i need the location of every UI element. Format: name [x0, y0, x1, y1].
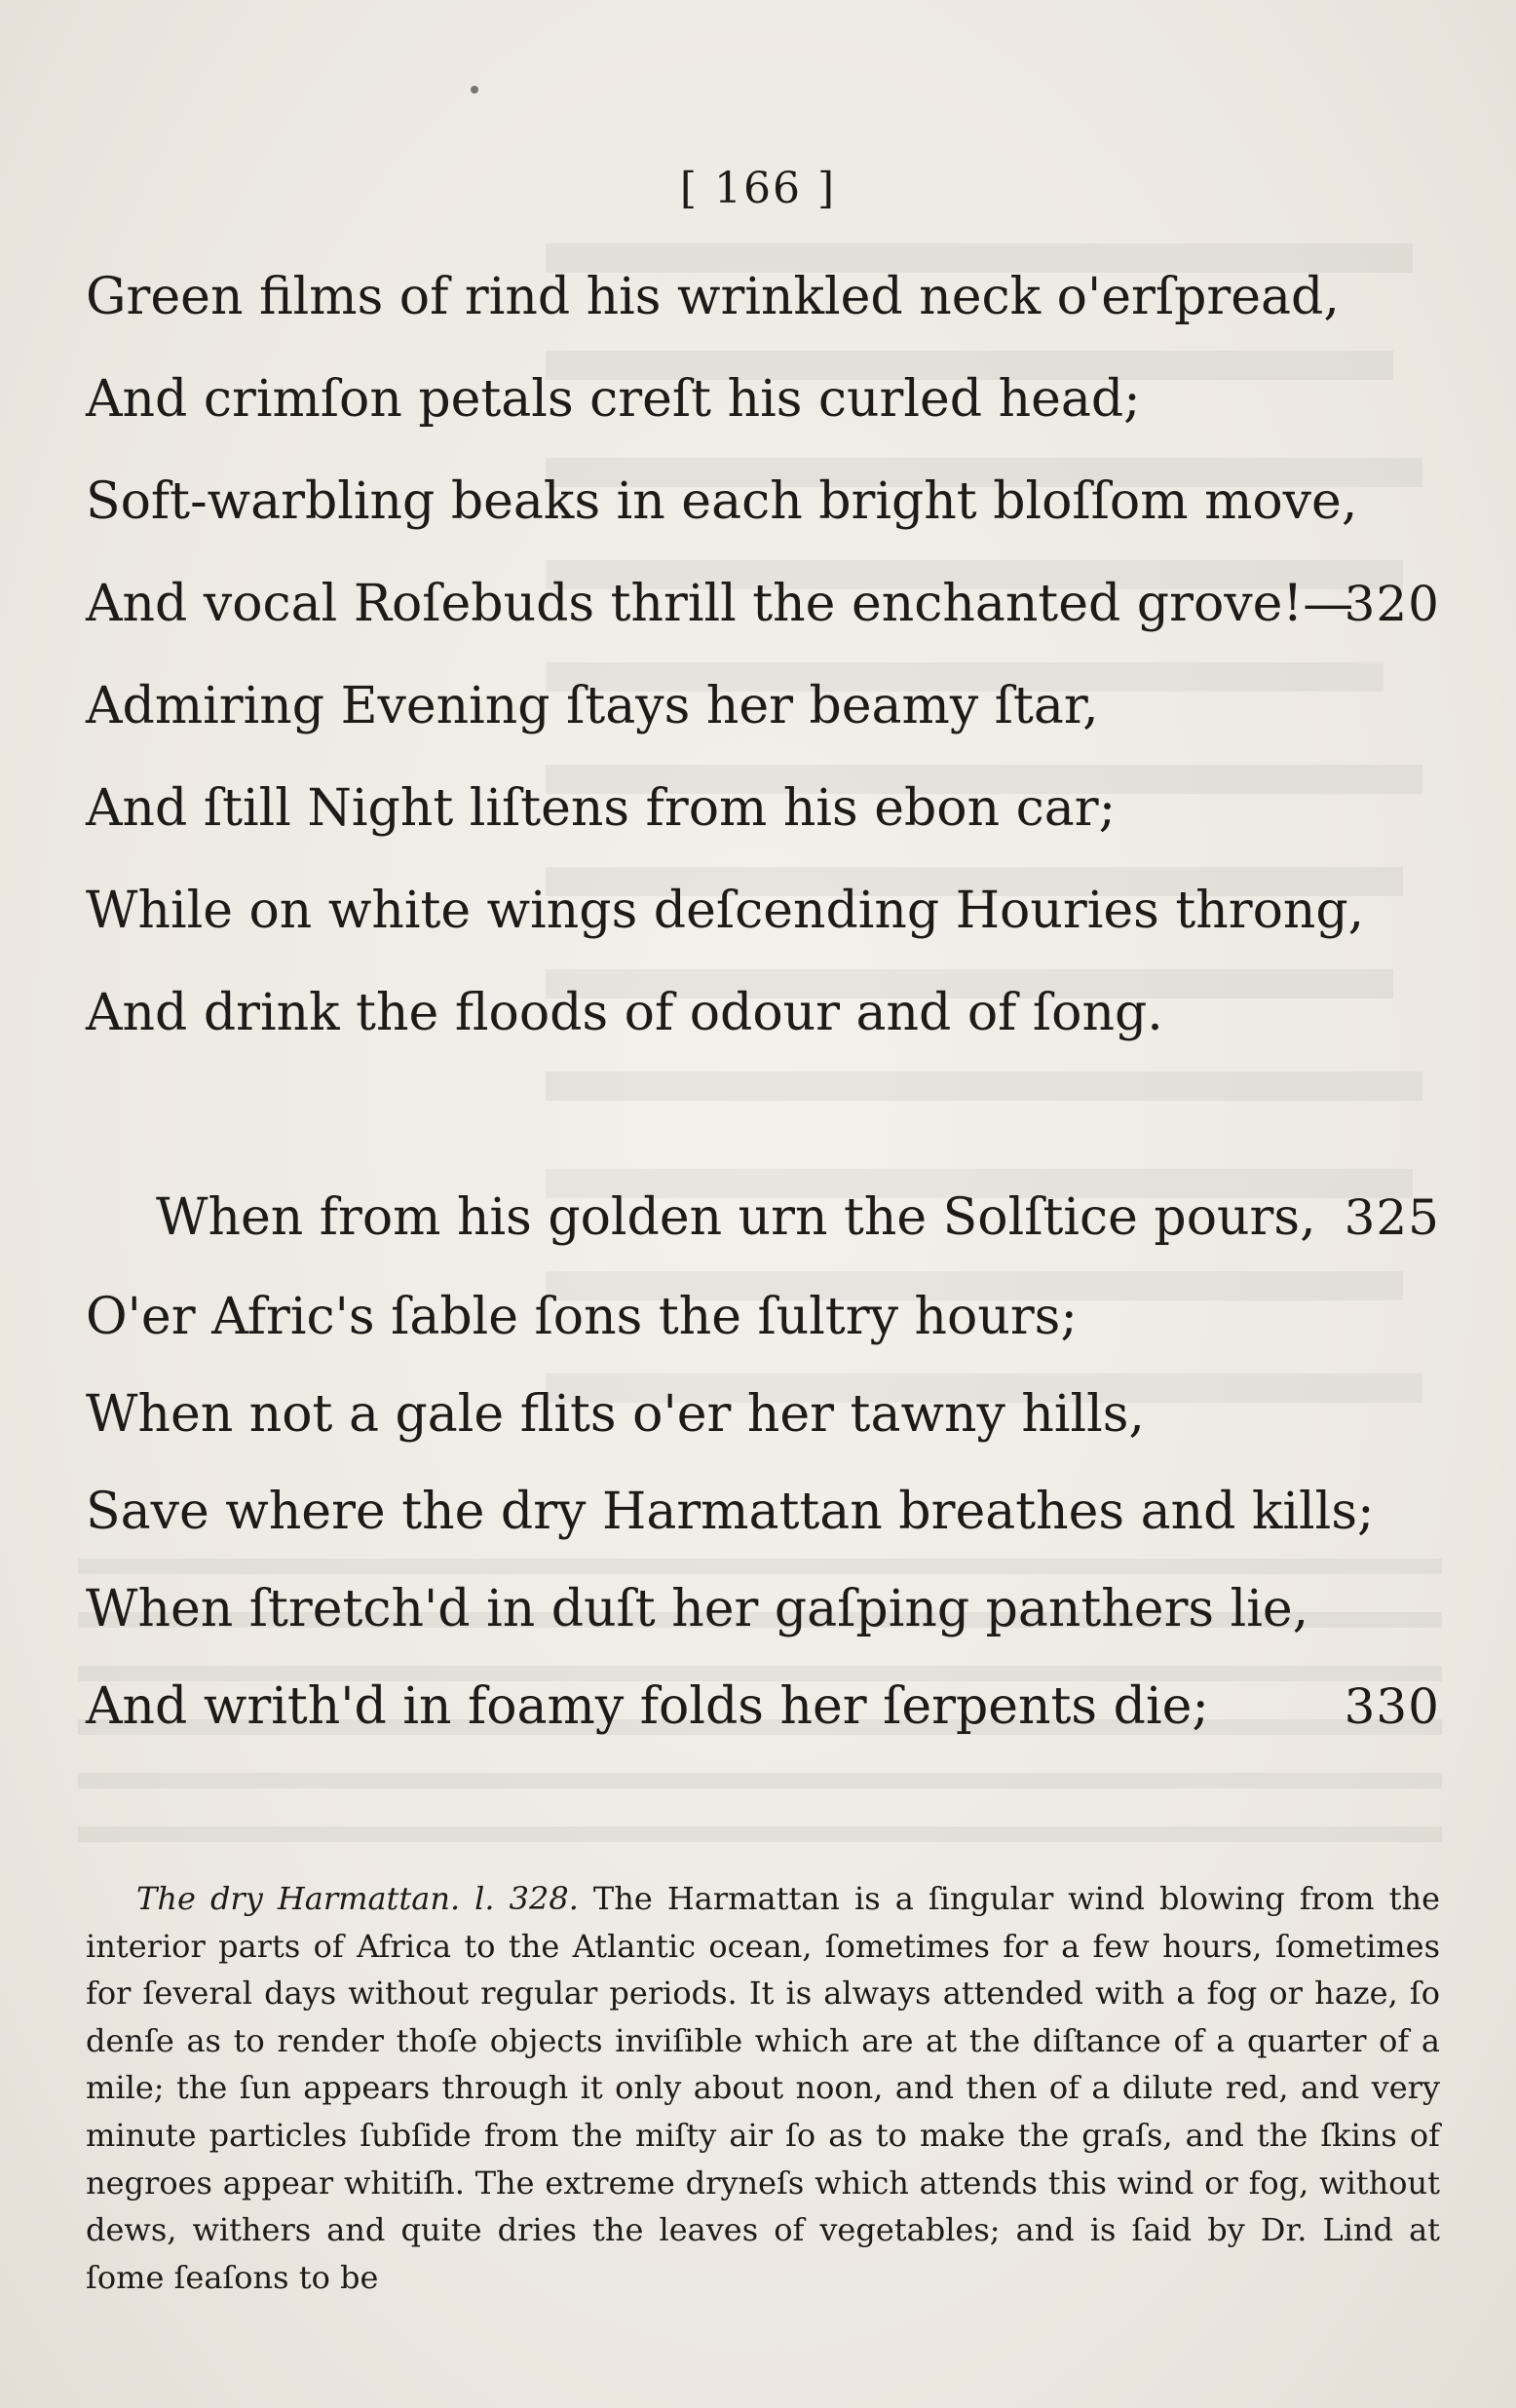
- verse-text: And vocal Roſebuds thrill the enchanted grove!—: [86, 575, 1354, 633]
- footnote-text: The Harmattan is a ſingular wind blowing from the interior parts of Africa to the Atlantic ocean, ſometimes for a few hours, ſometimes for ſeveral days without regular periods. It is always attended with a fog or haze, ſo denſe as to render thoſe objects inviſible which are at the diſtance of a quarter of a mile; the ſun appears through it only about noon, and then of a dilute red, and very minute particles ſubſide from the miſty air ſo as to make the graſs, and the ſkins of negroes appear whitiſh. The extreme dryneſs which attends this wind or fog, without dews, withers and quite dries the leaves of vegetables; and is ſaid by Dr. Lind at ſome ſeaſons to be: [86, 1880, 1440, 2296]
- verse-line: [156, 1179, 1440, 1257]
- verse-line: [86, 1278, 1440, 1356]
- verse-text: And crimſon petals creſt his curled head;: [86, 370, 1141, 429]
- verse-text: And writh'd in foamy folds her ſerpents die;: [86, 1677, 1209, 1736]
- verse-text: O'er Afric's ſable ſons the ſultry hours;: [86, 1288, 1078, 1346]
- verse-line: [86, 565, 1440, 643]
- verse-line: [86, 463, 1440, 541]
- verse-line: [86, 667, 1440, 745]
- verse-line: [86, 872, 1440, 950]
- footnote-reference: The dry Harmattan. l. 328.: [136, 1880, 579, 1917]
- verse-line: [86, 1375, 1440, 1453]
- verse-text: And ſtill Night liſtens from his ebon car;: [86, 779, 1117, 838]
- verse-text: And drink the floods of odour and of ſong.: [86, 984, 1163, 1042]
- verse-text: While on white wings deſcending Houries throng,: [86, 882, 1365, 940]
- verse-line: [86, 360, 1440, 438]
- verse-line: [86, 1668, 1440, 1746]
- verse-text: Save where the dry Harmattan breathes and kills;: [86, 1483, 1375, 1541]
- verse-text: Green films of rind his wrinkled neck o'erſpread,: [86, 268, 1340, 326]
- page-number: [ 166 ]: [679, 164, 837, 213]
- verse-line: [86, 1473, 1440, 1551]
- line-number: 325: [1344, 1189, 1440, 1246]
- verse-text: Admiring Evening ſtays her beamy ſtar,: [86, 677, 1099, 735]
- footnote: [86, 1875, 1440, 2301]
- verse-text: When ſtretch'd in duſt her gaſping panthers lie,: [86, 1580, 1309, 1638]
- line-number: 320: [1344, 576, 1440, 632]
- verse-text: Soft-warbling beaks in each bright bloſſom move,: [86, 472, 1358, 531]
- verse-line: [86, 1570, 1440, 1648]
- verse-text: When not a gale flits o'er her tawny hills,: [86, 1385, 1145, 1444]
- verse-text: When from his golden urn the Solſtice pours,: [156, 1188, 1316, 1247]
- line-number: 330: [1344, 1678, 1440, 1735]
- verse-line: [86, 258, 1440, 336]
- verse-line: [86, 974, 1440, 1052]
- verse-line: [86, 770, 1440, 847]
